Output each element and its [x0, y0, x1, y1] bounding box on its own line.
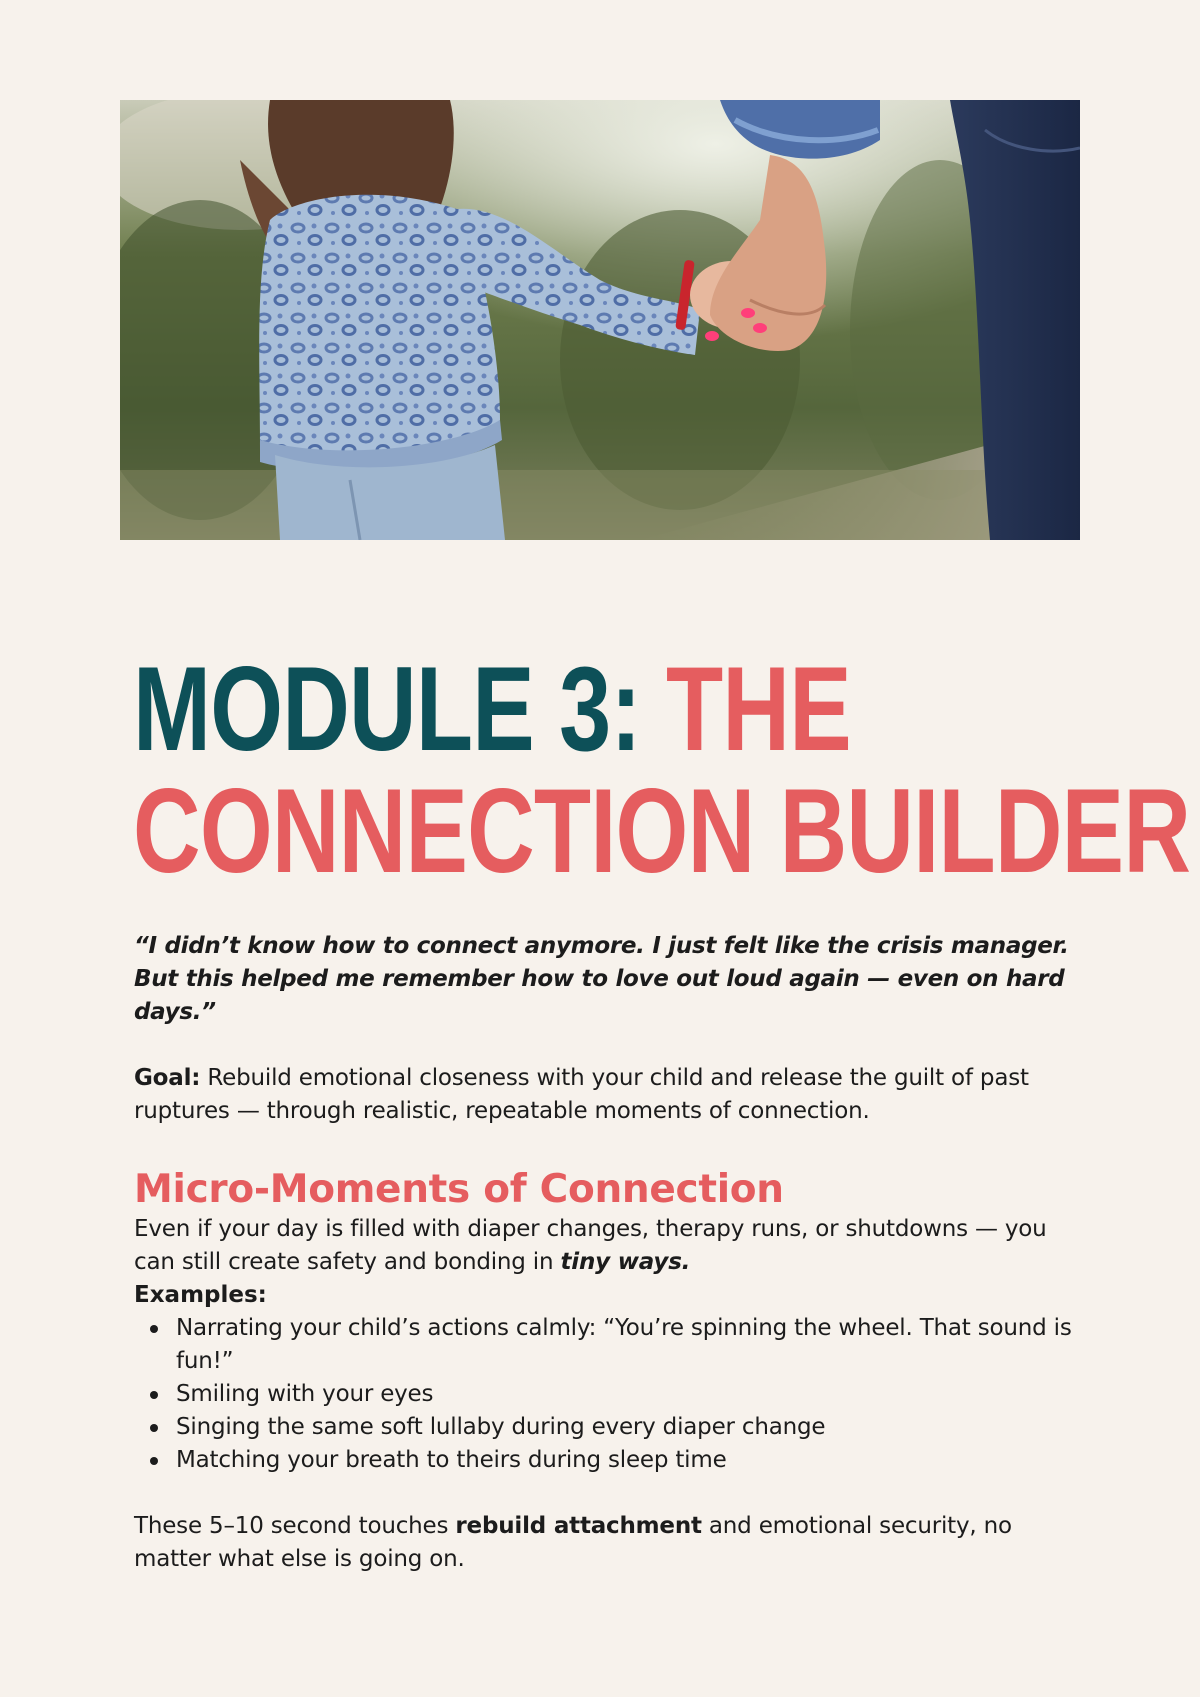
closing-paragraph	[134, 1510, 1074, 1576]
examples-list	[134, 1312, 1074, 1477]
section-intro-emphasis: tiny ways.	[560, 1249, 691, 1275]
section-heading: Micro-Moments of Connection	[134, 1167, 784, 1212]
hero-photo	[120, 100, 1080, 540]
list-item: Smiling with your eyes	[176, 1378, 1074, 1411]
child-holding-parent-hand-illustration	[120, 100, 1080, 540]
title-line-connection-builder: CONNECTION BUILDER	[133, 764, 1191, 898]
testimonial-quote: “I didn’t know how to connect anymore. I just felt like the crisis manager. But this helped me remember how to love out loud again — even on hard days.”	[134, 933, 1069, 1025]
closing-bold: rebuild attachment	[455, 1513, 702, 1539]
goal-paragraph	[134, 1062, 1074, 1128]
list-item: Singing the same soft lullaby during every diaper change	[176, 1411, 1074, 1444]
title-part-the: THE	[666, 642, 851, 776]
title-part-module: MODULE 3:	[133, 642, 667, 776]
goal-label: Goal:	[134, 1065, 201, 1091]
closing-text-after: and emotional security, no matter what else is going on.	[134, 1513, 1012, 1572]
section-intro-text: Even if your day is filled with diaper changes, therapy runs, or shutdowns — you can still create safety and bonding in	[134, 1216, 1047, 1275]
page-title	[133, 642, 1191, 898]
examples-label: Examples:	[134, 1282, 267, 1308]
section-intro	[134, 1213, 1074, 1279]
goal-text: Rebuild emotional closeness with your child and release the guilt of past ruptures — through realistic, repeatable moments of connection.	[134, 1065, 1029, 1124]
list-item: Matching your breath to theirs during sleep time	[176, 1444, 1074, 1477]
module-body	[134, 930, 1074, 1576]
list-item: Narrating your child’s actions calmly: “You’re spinning the wheel. That sound is fun!”	[176, 1312, 1074, 1378]
closing-text-before: These 5–10 second touches	[134, 1513, 456, 1539]
